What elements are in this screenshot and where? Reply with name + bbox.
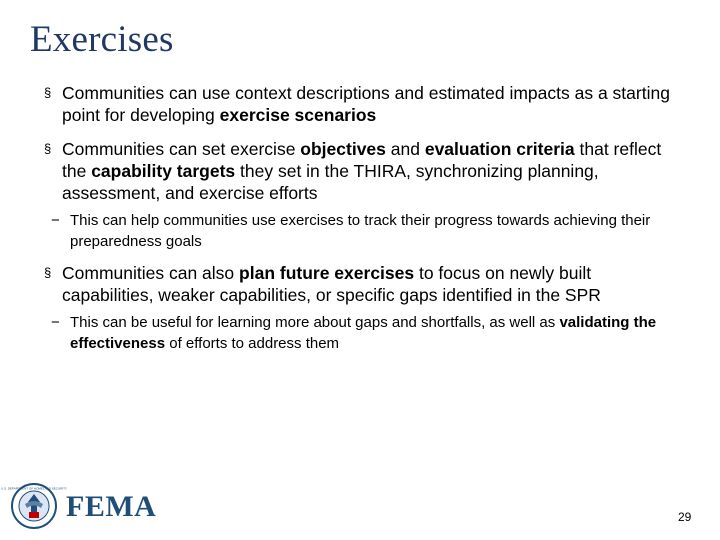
bullet-3-text-b: to focus on newly built capabilities, weaker capabilities, or specific gaps identified in the SPR (62, 263, 601, 305)
bullet-list (44, 82, 684, 364)
bullet-3-text-a: Communities can also (62, 263, 240, 283)
sub-bullet-3-bold: validating the effectiveness (70, 314, 657, 352)
sub-marker-icon: − (51, 314, 60, 331)
fema-wordmark: FEMA (66, 490, 157, 523)
bullet-2 (44, 138, 684, 204)
sub-bullet-2 (26, 210, 684, 252)
bullet-marker-icon: § (44, 85, 52, 100)
bullet-2-bold-a: objectives (300, 139, 386, 159)
seal-text: U.S. DEPARTMENT OF HOMELAND SECURITY (1, 486, 67, 491)
bullet-2-text-c: that reflect the (62, 139, 662, 181)
bullet-2-bold-b: evaluation criteria (424, 139, 575, 159)
bullet-1 (44, 82, 684, 126)
bullet-marker-icon: § (44, 141, 52, 156)
sub-bullet-3-text-b: of efforts to address them (165, 335, 340, 352)
sub-marker-icon: − (51, 212, 60, 229)
bullet-2-text-b: and (385, 139, 425, 159)
bullet-1-bold-a: exercise scenarios (219, 105, 377, 125)
bullet-3 (44, 262, 684, 306)
bullet-1-text-a: Communities can use context descriptions and estimated impacts as a starting point for developing (62, 83, 670, 125)
sub-bullet-3-text-a: This can be useful for learning more about gaps and shortfalls, as well as (70, 314, 560, 331)
bullet-3-bold-a: plan future exercises (239, 263, 415, 283)
bullet-2-bold-c: capability targets (91, 161, 236, 181)
sub-bullet-2-text: This can help communities use exercises to track their progress towards achieving their preparedness goals (70, 212, 651, 250)
sub-bullet-3 (26, 312, 684, 354)
fema-logo (1, 482, 157, 532)
slide-title: Exercises (30, 19, 174, 60)
bullet-2-text-d: they set in the THIRA, synchronizing planning, assessment, and exercise efforts (62, 161, 599, 203)
bullet-marker-icon: § (44, 265, 52, 280)
bullet-2-text-a: Communities can set exercise (62, 139, 301, 159)
dhs-seal-icon (1, 482, 67, 530)
page-number: 29 (678, 510, 692, 524)
